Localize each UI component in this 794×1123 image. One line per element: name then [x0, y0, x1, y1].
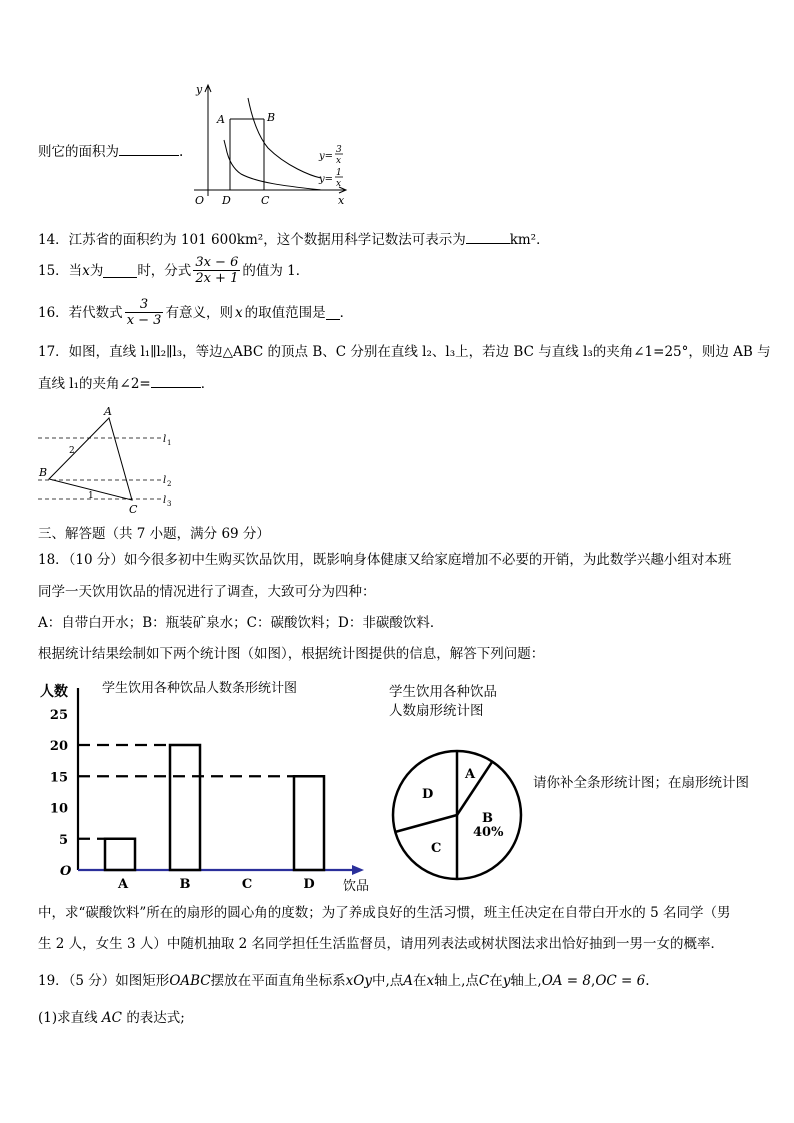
q17-answer-blank[interactable]	[151, 373, 201, 388]
q17-figure	[36, 402, 186, 514]
bar-chart	[36, 674, 381, 896]
question-17-line1: 17．如图，直线 l₁∥l₂∥l₃，等边△ABC 的顶点 B、C 分别在直线 l₂、l₃上，若边 BC 与直线 l₃的夹角∠1=25°，则边 AB 与	[38, 344, 771, 360]
vertex-c: C	[129, 503, 138, 514]
bar-chart-origin: O	[60, 864, 72, 879]
category-label-D: D	[303, 877, 315, 892]
question-14: 14．江苏省的面积约为 101 600km²，这个数据用科学记数法可表示为 km²．	[38, 229, 550, 249]
q16-fraction: $\frac{3}{x - 3}$	[126, 297, 162, 328]
section-3-title: 三、解答题（共 7 小题，满分 69 分）	[38, 526, 270, 542]
svg-text:2: 2	[167, 480, 172, 488]
q13-graph	[186, 78, 356, 208]
curve1-label: y=	[319, 151, 334, 162]
q13-tail: 则它的面积为 .	[38, 141, 183, 161]
point-d-label: D	[222, 194, 231, 207]
point-a-label: A	[217, 113, 225, 126]
origin-label: O	[195, 194, 205, 207]
curve-3-over-x	[248, 98, 321, 178]
x-label: x	[338, 194, 345, 207]
q15-answer-blank[interactable]	[103, 263, 137, 278]
q18-side-text: 请你补全条形统计图；在扇形统计图	[533, 775, 749, 791]
question-15: 15．当 x 为 时，分式 $\frac{3x - 6}{2x + 1}$ 的值为 1．	[38, 255, 310, 286]
bar-D	[294, 776, 324, 870]
vertex-a: A	[104, 405, 112, 418]
q15-fraction: $\frac{3x - 6}{2x + 1}$	[195, 255, 239, 286]
pie-chart-title-line2: 人数扇形统计图	[389, 703, 484, 719]
q18-line6: 生 2 人，女生 3 人）中随机抽取 2 名同学担任生活监督员，请用列表法或树状图法求出恰好抽到一男一女的概率．	[38, 936, 725, 952]
question-16: 16．若代数式 $\frac{3}{x - 3}$ 有意义，则 x 的取值范围是 ．	[38, 297, 354, 328]
curve-1-over-x	[224, 140, 321, 190]
q13-answer-blank[interactable]	[119, 141, 179, 156]
bar-B	[170, 745, 200, 870]
point-b-label: B	[267, 111, 276, 124]
label-l2: l	[163, 475, 167, 486]
pie-chart	[385, 680, 535, 886]
q18-line3: A：自带白开水；B：瓶装矿泉水；C：碳酸饮料；D：非碳酸饮料．	[38, 615, 444, 631]
pie-chart-title-line1: 学生饮用各种饮品	[389, 684, 497, 700]
q16-answer-blank[interactable]	[326, 305, 340, 320]
y-tick-label-15: 15	[49, 770, 68, 786]
svg-text:3: 3	[167, 500, 172, 508]
curve2-num: 1	[336, 168, 342, 178]
pie-slice-b-label: B	[482, 811, 493, 826]
pie-divider-c-d	[395, 815, 457, 832]
curve2-den: x	[336, 179, 342, 189]
q14-answer-blank[interactable]	[466, 229, 510, 244]
pie-slice-b-percent: 40%	[473, 825, 504, 840]
pie-slice-a-label: A	[465, 767, 476, 782]
bar-chart-xlabel: 饮品	[343, 879, 370, 894]
y-tick-label-5: 5	[58, 832, 68, 848]
category-label-B: B	[179, 877, 191, 892]
q18-line2: 同学一天饮用饮品的情况进行了调查，大致可分为四种：	[38, 584, 376, 600]
question-19-part1: (1)求直线 AC 的表达式;	[38, 1010, 185, 1026]
category-label-A: A	[117, 877, 129, 892]
pie-slice-c-label: C	[431, 841, 442, 856]
y-tick-label-10: 10	[49, 801, 68, 817]
bar-chart-title: 学生饮用各种饮品人数条形统计图	[102, 681, 298, 696]
category-label-C: C	[241, 877, 253, 892]
point-c-label: C	[261, 194, 270, 207]
q18-line5: 中，求“碳酸饮料”所在的扇形的圆心角的度数；为了养成良好的生活习惯，班主任决定在自带白开水的 5 名同学（男	[38, 905, 731, 921]
curve2-label: y=	[319, 174, 334, 185]
y-tick-label-25: 25	[49, 707, 68, 723]
y-tick-label-20: 20	[49, 739, 68, 754]
q18-line1: 18．（10 分）如今很多初中生购买饮品饮用，既影响身体健康又给家庭增加不必要的开销，为此数学兴趣小组对本班	[38, 552, 732, 568]
label-l1: l	[163, 434, 167, 445]
triangle-abc	[49, 418, 132, 500]
angle-1-label: 1	[88, 491, 94, 501]
svg-text:1: 1	[167, 439, 172, 447]
vertex-b: B	[39, 466, 48, 479]
bar-A	[105, 839, 135, 870]
q18-line4: 根据统计结果绘制如下两个统计图（如图），根据统计图提供的信息，解答下列问题：	[38, 646, 545, 662]
curve1-num: 3	[336, 145, 342, 155]
x-axis-arrow	[352, 865, 364, 875]
bar-chart-ylabel: 人数	[40, 684, 68, 700]
curve1-den: x	[336, 156, 342, 166]
pie-slice-d-label: D	[422, 787, 434, 802]
angle-2-label: 2	[69, 446, 75, 456]
question-17-line2: 直线 l₁的夹角∠2= ．	[38, 373, 214, 393]
question-19: 19．（5 分）如图矩形OABC摆放在平面直角坐标系xOy中,点A在x轴上,点C在y轴上,OA = 8,OC = 6.	[38, 973, 650, 989]
label-l3: l	[163, 495, 167, 506]
y-label: y	[196, 83, 203, 96]
